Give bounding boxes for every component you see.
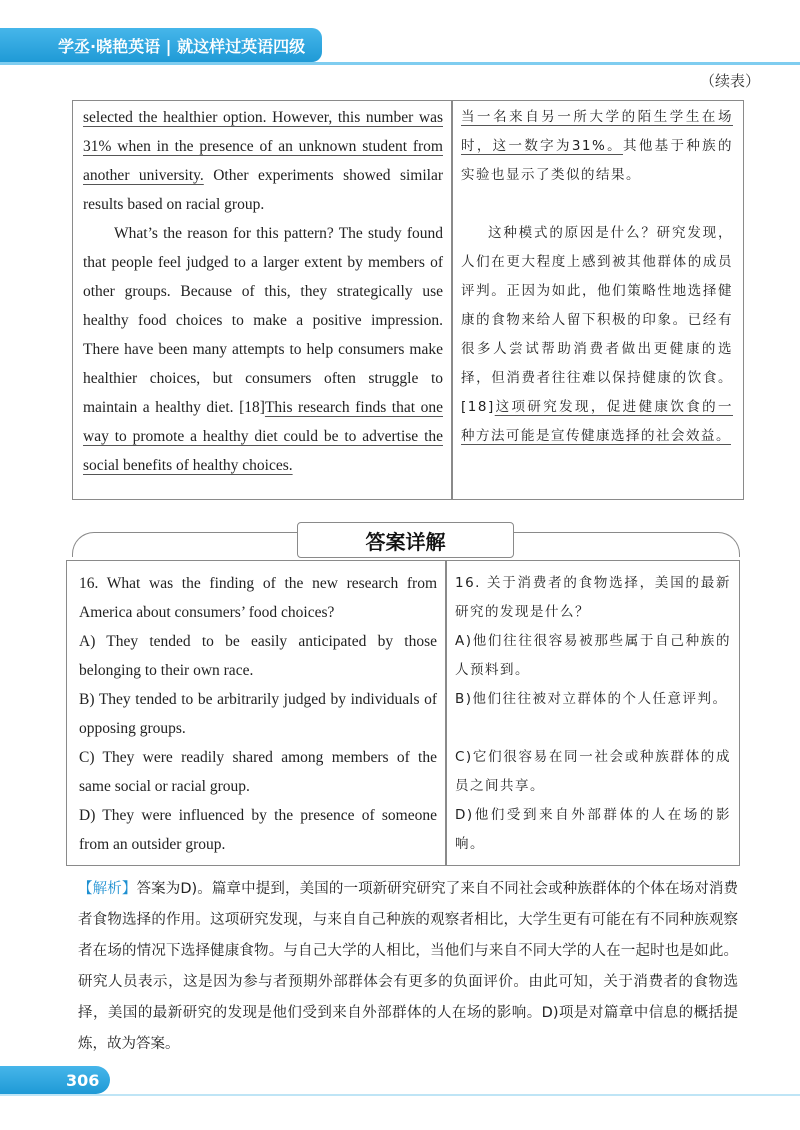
question-zh-option-c: C)它们很容易在同一社会或种族群体的成员之间共享。: [455, 749, 731, 794]
page-number-badge: [0, 1066, 110, 1094]
question-en-option-a: A) They tended to be easily anticipated by those belonging to their own race.: [79, 633, 437, 679]
question-english-column: [79, 561, 437, 859]
analysis-text: 答案为D)。篇章中提到，美国的一项新研究研究了来自不同社会或种族群体的个体在场对消费者食物选择的作用。这项研究发现，与来自自己种族的观察者相比，大学生更有可能在有不同种族观察者在场的情况下选择健康食物。与自己大学的人相比，当他们与来自不同大学的人在一起时也是如此。研究人员表示，这是因为参与者预期外部群体会有更多的负面评价。由此可知，关于消费者的食物选择，美国的最新研究的发现是他们受到来自外部群体的人在场的影响。D)项是对篇章中信息的概括提炼，故为答案。: [78, 881, 739, 1052]
passage-table: [72, 100, 744, 500]
passage-en-paragraph-2: [83, 219, 443, 480]
question-en-stem: 16. What was the finding of the new research from America about consumers’ food choices?: [79, 575, 437, 621]
passage-column-divider: [451, 101, 453, 499]
question-zh-option-d: D)他们受到来自外部群体的人在场的影响。: [455, 807, 731, 852]
passage-en-p2-body: What’s the reason for this pattern? The study found that people feel judged to a larger extent by members of other groups. Because of this, they strategically use healthy food choices to make a positive impression. There have been many attempts to help consumers make healthier choices, but consumers often struggle to maintain a healthy diet.: [83, 225, 443, 416]
passage-zh-p2-body: 这种模式的原因是什么？研究发现，人们在更大程度上感到被其他群体的成员评判。正因为如此，他们策略性地选择健康的食物来给人留下积极的印象。已经有很多人尝试帮助消费者做出更健康的选择，但消费者往往难以保持健康的饮食。: [461, 225, 733, 386]
passage-en-p2-marker: [18]: [239, 399, 265, 416]
page-number: 306: [66, 1070, 100, 1090]
passage-en-p1-rest: Other experiments showed similar results based on racial group.: [83, 167, 443, 213]
passage-zh-p1-rest: 其他基于种族的实验也显示了类似的结果。: [461, 138, 733, 183]
section-title-area: [72, 522, 740, 560]
continued-label: （续表）: [699, 72, 760, 90]
passage-en-p2-underlined: This research finds that one way to promote a healthy diet could be to advertise the social benefits of healthy choices.: [83, 399, 443, 474]
passage-zh-p2-marker: [18]: [461, 399, 495, 415]
header-title: 学丞·晓艳英语 | 就这样过英语四级: [58, 36, 306, 56]
header-banner: [0, 28, 322, 62]
passage-zh-paragraph-1: [461, 103, 733, 190]
section-title: 答案详解: [297, 522, 514, 558]
question-zh-option-b: B)他们往往被对立群体的个人任意评判。: [455, 691, 728, 707]
question-zh-option-a: A)他们往往很容易被那些属于自己种族的人预料到。: [455, 633, 731, 678]
header-divider: [0, 62, 800, 65]
analysis-paragraph: [78, 874, 738, 1060]
question-chinese-column: [455, 561, 731, 859]
passage-zh-paragraph-2: [461, 219, 733, 451]
footer-divider: [0, 1094, 800, 1096]
passage-zh-p2-underlined: 这项研究发现，促进健康饮食的一种方法可能是宣传健康选择的社会效益。: [461, 399, 733, 444]
passage-en-p1-underlined: selected the healthier option. However, this number was 31% when in the presence of an unknown student from another university.: [83, 109, 443, 184]
passage-en-paragraph-1: [83, 103, 443, 219]
passage-english-column: [83, 101, 443, 480]
passage-chinese-column: [461, 101, 733, 451]
question-column-divider: [445, 561, 447, 865]
question-zh-stem: 16. 关于消费者的食物选择，美国的最新研究的发现是什么？: [455, 575, 731, 620]
question-en-option-c: C) They were readily shared among members of the same social or racial group.: [79, 749, 437, 795]
question-en-option-d: D) They were influenced by the presence of someone from an outsider group.: [79, 807, 437, 853]
passage-zh-p1-underlined: 当一名来自另一所大学的陌生学生在场时，这一数字为31%。: [461, 109, 733, 154]
question-table: [66, 560, 740, 866]
analysis-tag: 【解析】: [78, 881, 137, 897]
question-en-option-b: B) They tended to be arbitrarily judged by individuals of opposing groups.: [79, 691, 437, 737]
